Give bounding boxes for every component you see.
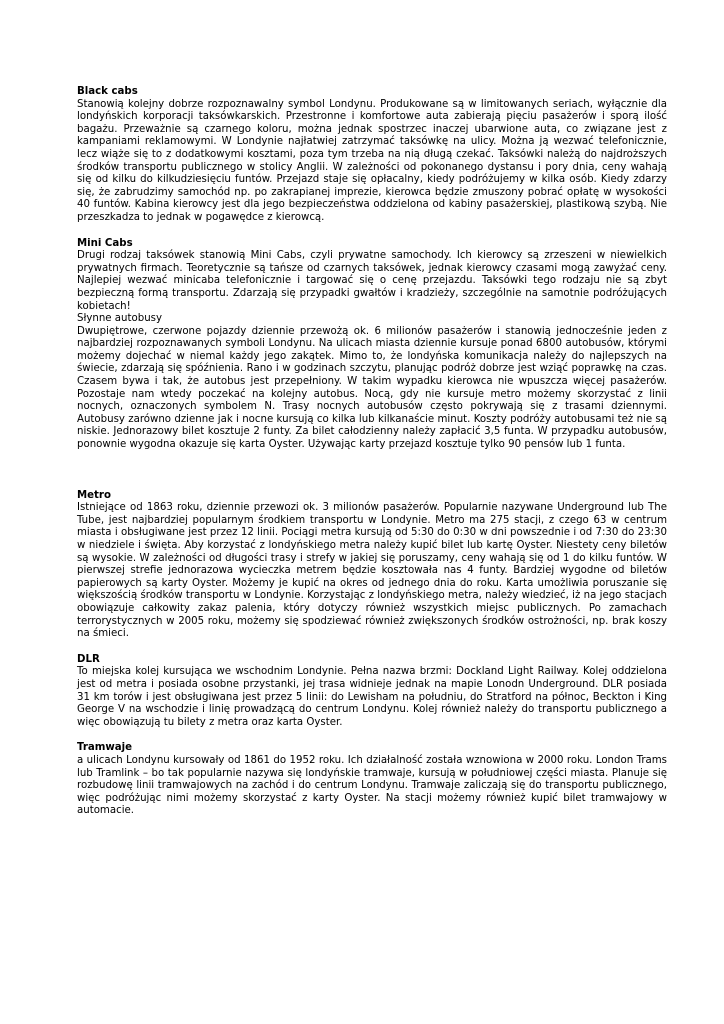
section-paragraph: To miejska kolej kursująca we wschodnim Londynie. Pełna nazwa brzmi: Dockland Light Railway. Kolej oddzielona jest od metra i posiada osobne przystanki, jej trasa widnieje jednak na mapie Lonodn Underground. DLR posiada 31 km torów i jest obsługiwana jest przez 5 linii: do Lewisham na południu, do Stratford na północ, Beckton i King George V na wschodzie i linię prowadzącą do centrum Londynu. Kolej również należy do transportu publicznego a więc obowiązują tu bilety z metra oraz karta Oyster. — [77, 666, 667, 728]
section-mini-cabs — [77, 238, 667, 452]
spacer — [77, 452, 667, 490]
section-paragraph: Drugi rodzaj taksówek stanowią Mini Cabs, czyli prywatne samochody. Ich kierowcy są zrzeszeni w niewielkich prywatnych firmach. Teoretycznie są tańsze od czarnych taksówek, jednak kierowcy czasami mogą zawyżać ceny. Najlepiej wezwać minicaba telefonicznie i targować się o cenę przejazdu. Taksówki tego rodzaju nie są zbyt bezpieczną formą transportu. Zdarzają się przypadki gwałtów i kradzieży, szczególnie na samotnie podróżujących kobietach! — [77, 250, 667, 312]
section-heading: Black cabs — [77, 86, 138, 97]
spacer — [77, 729, 667, 742]
section-subheading: Słynne autobusy — [77, 313, 162, 325]
section-paragraph: a ulicach Londynu kursowały od 1861 do 1952 roku. Ich działalność została wznowiona w 2000 roku. London Trams lub Tramlink – bo tak popularnie nazywa się londyńskie tramwaje, kursują w południowej części miasta. Planuje się rozbudowę linii tramwajowych na zachód i do centrum Londynu. Tramwaje zaliczają się do transportu publicznego, więc podróżując nimi możemy skorzystać z karty Oyster. Na stacji możemy również kupić bilet tramwajowy w automacie. — [77, 754, 667, 817]
section-paragraph: Istniejące od 1863 roku, dziennie przewozi ok. 3 milionów pasażerów. Popularnie nazywane Underground lub The Tube, jest najbardziej popularnym środkiem transportu w Londynie. Metro ma 275 stacji, z czego 63 w centrum miasta i obsługiwane jest przez 12 linii. Pociągi metra kursują od 5:30 do 0:30 w dni powszednie i od 7:30 do 23:30 w niedziele i święta. Aby korzystać z londyńskiego metra należy kupić bilet lub kartę Oyster. Niestety ceny biletów są wysokie. W zależności od długości trasy i strefy w jakiej się poruszamy, ceny wahają się od 1 do kilku funtów. W pierwszej strefie jednorazowa wycieczka metrem będzie kosztowała nas 4 funty. Bardziej wygodne od biletów papierowych są karty Oyster. Możemy je kupić na okres od jednego dnia do roku. Karta umożliwia poruszanie się większością środków transportu w Londynie. Korzystając z londyńskiego metra, należy wiedzieć, iż na jego stacjach obowiązuje całkowity zakaz palenia, który dotyczy również wszystkich miejsc publicznych. Po zamachach terrorystycznych w 2005 roku, możemy się spodziewać również zwiększonych środków ostrożności, np. brak koszy na śmieci. — [77, 502, 667, 640]
section-heading: Metro — [77, 489, 111, 501]
spacer — [77, 641, 667, 654]
section-black-cabs — [77, 86, 667, 225]
section-paragraph: Dwupiętrowe, czerwone pojazdy dziennie przewożą ok. 6 milionów pasażerów i stanowią jednocześnie jeden z najbardziej rozpoznawanych symboli Londynu. Na ulicach miasta dziennie kursuje ponad 6800 autobusów, którymi możemy dojechać w niemal każdy jego zakątek. Mimo to, że londyńska komunikacja należy do najlepszych na świecie, zdarzają się spóźnienia. Rano i w godzinach szczytu, planując podróż dobrze jest wziąć poprawkę na czas. Czasem bywa i tak, że autobus jest przepełniony. W takim wypadku kierowca nie wpuszcza więcej pasażerów. Pozostaje nam wtedy poczekać na kolejny autobus. Nocą, gdy nie kursuje metro możemy skorzystać z linii nocnych, oznaczonych symbolem N. Trasy nocnych autobusów często pokrywają się z trasami dziennymi. Autobusy zarówno dzienne jak i nocne kursują co kilka lub kilkanaście minut. Koszty podróży autobusami też nie są niskie. Jednorazowy bilet kosztuje 2 funty. Za bilet całodzienny należy zapłacić 3,5 funta. W przypadku autobusów, ponownie wygodna okazuje się karta Oyster. Używając karty przejazd kosztuje tylko 90 pensów lub 1 funta. — [77, 325, 667, 451]
section-metro — [77, 490, 667, 641]
section-dlr — [77, 654, 667, 730]
section-tramwaje — [77, 742, 667, 818]
section-paragraph: Stanowią kolejny dobrze rozpoznawalny symbol Londynu. Produkowane są w limitowanych seriach, wyłącznie dla londyńskich korporacji taksówkarskich. Przestronne i komfortowe auta zabierają pięciu pasażerów i sporą ilość bagażu. Przeważnie są czarnego koloru, można jednak spostrzec inaczej ubarwione auta, co związane jest z kampaniami reklamowymi. W Londynie najłatwiej zatrzymać taksówkę na ulicy. Można ją wezwać telefonicznie, lecz wiąże się to z dodatkowymi kosztami, poza tym trzeba na nią długą czekać. Taksówki należą do najdroższych środków transportu publicznego w stolicy Anglii. W zależności od pokonanego dystansu i pory dnia, ceny wahają się od kilku do kilkudziesięciu funtów. Przejazd staje się opłacalny, kiedy podróżujemy w kilka osób. Kiedy zdarzy się, że zabrudzimy samochód np. po zakrapianej imprezie, kierowca będzie zmuszony pobrać opłatę w wysokości 40 funtów. Kabina kierowcy jest dla jego bezpieczeństwa oddzielona od kabiny pasażerskiej, plastikową szybą. Nie przeszkadza to jednak w pogawędce z kierowcą. — [77, 98, 667, 223]
document-page — [77, 86, 667, 818]
spacer — [77, 225, 667, 238]
section-heading: DLR — [77, 653, 100, 665]
section-heading: Mini Cabs — [77, 237, 133, 249]
section-heading: Tramwaje — [77, 742, 133, 754]
